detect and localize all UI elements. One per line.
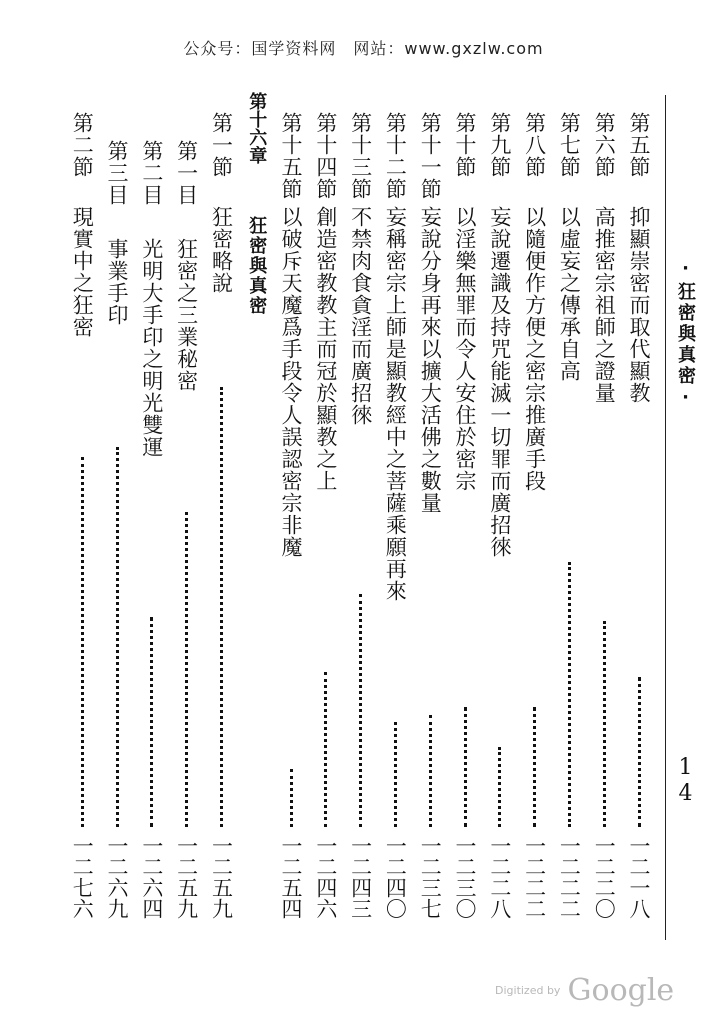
book-title: ·狂密與真密· — [675, 258, 696, 411]
frame-divider — [665, 95, 666, 940]
toc-entry-label: 第九節 — [487, 112, 512, 178]
toc-leader-dots — [568, 562, 571, 827]
toc-entry[interactable] — [557, 112, 582, 947]
toc-entry-title: 創造密教教主而冠於顯教之上 — [313, 206, 338, 492]
toc-entry-page: 一二五九 — [174, 835, 199, 919]
toc-leader-dots — [394, 722, 397, 827]
toc-entry-title: 狂密與真密 — [246, 216, 268, 316]
toc-entry-title: 以隨便作方便之密宗推廣手段 — [522, 206, 547, 492]
header-watermark: 公众号：国学资料网 网站：www.gxzlw.com — [183, 39, 544, 58]
toc-entry[interactable] — [313, 112, 338, 947]
toc-chapter-heading[interactable] — [244, 92, 269, 947]
table-of-contents — [70, 92, 651, 947]
toc-entry-page: 一二六四 — [139, 835, 164, 919]
toc-leader-dots — [81, 457, 84, 827]
toc-entry-title: 光明大手印之明光雙運 — [139, 238, 164, 458]
toc-entry[interactable] — [522, 112, 547, 947]
digitized-label: Digitized by — [495, 984, 561, 997]
toc-entry-title: 妄說分身再來以擴大活佛之數量 — [418, 206, 443, 514]
toc-entry[interactable] — [592, 112, 617, 947]
toc-entry-label: 第十五節 — [279, 112, 304, 200]
toc-leader-dots — [498, 747, 501, 827]
toc-entry-label: 第十三節 — [348, 112, 373, 200]
toc-entry-label: 第十二節 — [383, 112, 408, 200]
toc-entry-page: 一二五四 — [279, 835, 304, 919]
toc-leader-dots — [324, 672, 327, 827]
toc-entry-page: 一二四〇 — [383, 835, 408, 919]
toc-entry-page: 一二三七 — [418, 835, 443, 919]
toc-entry-page: 一二四三 — [348, 835, 373, 919]
toc-entry-title: 不禁肉食貪淫而廣招徠 — [348, 206, 373, 426]
toc-leader-dots — [185, 512, 188, 827]
toc-entry[interactable] — [487, 112, 512, 947]
google-logo: Google — [567, 973, 675, 1008]
toc-entry-label: 第三目 — [105, 140, 130, 206]
toc-entry-title: 以破斥天魔爲手段令人誤認密宗非魔 — [279, 206, 304, 558]
toc-entry-page: 一二五九 — [209, 835, 234, 919]
toc-entry-title: 抑顯崇密而取代顯教 — [627, 206, 651, 404]
toc-entry-label: 第二目 — [139, 140, 164, 206]
toc-entry[interactable] — [139, 112, 164, 947]
toc-leader-dots — [150, 617, 153, 827]
toc-entry-title: 以虛妄之傳承自高 — [557, 206, 582, 382]
toc-leader-dots — [603, 621, 606, 827]
toc-entry-title: 妄說遷識及持咒能滅一切罪而廣招徠 — [487, 206, 512, 558]
toc-entry-page: 一二三〇 — [453, 835, 478, 919]
toc-entry-title: 以淫樂無罪而令人安住於密宗 — [453, 206, 478, 492]
toc-entry-label: 第七節 — [557, 112, 582, 178]
toc-entry[interactable] — [209, 112, 234, 947]
toc-entry-page: 一二二八 — [487, 835, 512, 919]
toc-entry[interactable] — [348, 112, 373, 947]
toc-entry-label: 第一節 — [209, 112, 234, 178]
toc-leader-dots — [464, 707, 467, 827]
toc-entry-title: 狂密之三業秘密 — [174, 238, 199, 392]
toc-leader-dots — [290, 769, 293, 827]
digitized-by-google-mark — [495, 973, 674, 1008]
toc-entry-label: 第六節 — [592, 112, 617, 178]
toc-entry[interactable] — [627, 112, 652, 947]
toc-entry[interactable] — [70, 112, 95, 947]
toc-leader-dots — [533, 707, 536, 827]
toc-entry-label: 第五節 — [627, 112, 651, 178]
toc-entry[interactable] — [383, 112, 408, 947]
toc-entry-title: 高推密宗祖師之證量 — [592, 206, 617, 404]
toc-entry-page: 一二四六 — [313, 835, 338, 919]
toc-entry-page: 一二六九 — [105, 835, 130, 919]
toc-entry-label: 第二節 — [70, 112, 95, 178]
toc-leader-dots — [116, 447, 119, 827]
toc-entry-page: 一二一八 — [627, 835, 651, 919]
toc-entry-title: 事業手印 — [105, 238, 130, 326]
toc-leader-dots — [220, 387, 223, 827]
toc-entry-label: 第十六章 — [246, 92, 268, 164]
toc-entry[interactable] — [174, 112, 199, 947]
toc-entry-page: 一二二二 — [557, 835, 582, 919]
toc-entry-label: 第十四節 — [313, 112, 338, 200]
toc-entry-title: 妄稱密宗上師是顯教經中之菩薩乘願再來 — [383, 206, 408, 602]
toc-entry-label: 第八節 — [522, 112, 547, 178]
toc-entry-label: 第十一節 — [418, 112, 443, 200]
toc-entry[interactable] — [453, 112, 478, 947]
toc-entry-page: 一二二〇 — [592, 835, 617, 919]
toc-entry-label: 第一目 — [174, 140, 199, 206]
toc-entry[interactable] — [105, 112, 130, 947]
toc-leader-dots — [638, 677, 641, 827]
toc-entry-page: 一二二二 — [522, 835, 547, 919]
toc-entry[interactable] — [279, 112, 304, 947]
toc-entry-title: 狂密略說 — [209, 206, 234, 294]
page-number: 14 — [673, 755, 698, 807]
toc-leader-dots — [359, 594, 362, 827]
toc-entry-page: 一二七六 — [70, 835, 95, 919]
toc-entry-label: 第十節 — [453, 112, 478, 178]
toc-leader-dots — [429, 715, 432, 827]
toc-entry-title: 現實中之狂密 — [70, 206, 95, 338]
toc-entry[interactable] — [418, 112, 443, 947]
